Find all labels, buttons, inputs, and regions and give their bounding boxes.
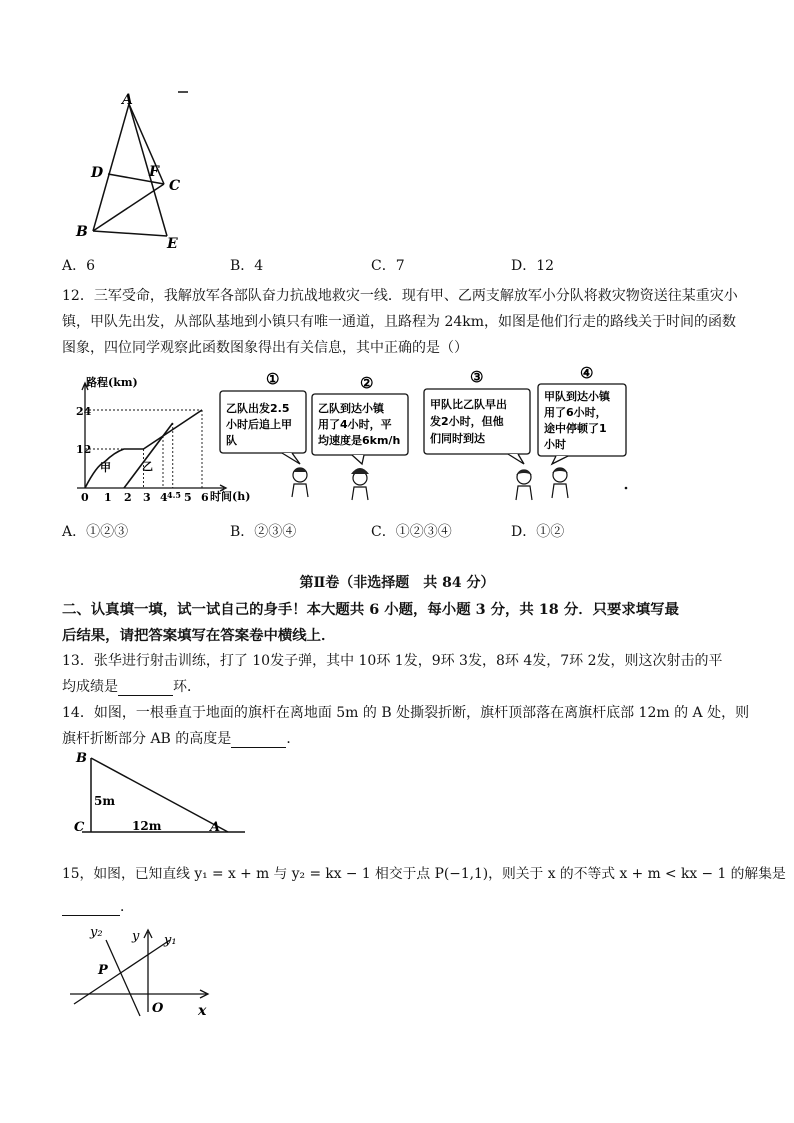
q12-x-tick-2: 2 (124, 491, 132, 504)
q11-segment-be (93, 231, 167, 236)
q12-series-yi-line (124, 423, 173, 488)
q12-bubble-4-line-2: 用了6小时， (544, 406, 607, 419)
q11-segment-ae (129, 104, 167, 236)
q11-figure (60, 84, 210, 254)
q12-bubbles (212, 364, 644, 512)
q12-bubble-3-line-1: 甲队比乙队早出 (430, 398, 507, 411)
q12-bubble-2-number: ② (360, 374, 374, 392)
q12-bubble-2 (312, 374, 408, 500)
q12-x-tick-4-5: 4.5 (167, 490, 181, 500)
section-2-instruction-line-1: 二、认真填一填，试一试自己的身手！本大题共 6 小题，每小题 3 分，共 18 分．只要求填写最 (62, 601, 679, 618)
q11-option-d: D．12 (511, 258, 555, 274)
q14-label-height: 5m (94, 794, 116, 808)
q14-label-c: C (74, 820, 85, 835)
q15-figure (60, 916, 220, 1020)
q12-stem-line-3: 图象，四位同学观察此函数图象得出有关信息，其中正确的是（） (62, 340, 468, 356)
q12-distance-time-chart (60, 372, 251, 510)
q14-line-2 (62, 728, 300, 748)
q11-option-a: A．6 (62, 258, 96, 274)
section-2-title: 第Ⅱ卷（非选择题 共 84 分） (299, 575, 495, 591)
student-3-icon (516, 470, 532, 501)
q14-text-before-blank: 旗杆折断部分 AB 的高度是 (62, 731, 232, 747)
q12-option-b: B．②③④ (230, 524, 297, 540)
q12-bubble-3-line-2: 发2小时，但他 (430, 415, 504, 428)
q14-label-b: B (76, 751, 87, 766)
q12-x-axis-title: 时间(h) (210, 490, 251, 503)
student-1-icon (292, 468, 308, 497)
q12-bubble-2-line-2: 用了4小时，平 (318, 418, 392, 431)
q12-y-tick-24: 24 (76, 405, 92, 418)
q12-series-label-yi: 乙 (142, 460, 153, 473)
q15-text-after-blank: ． (120, 899, 134, 915)
q12-y-tick-12: 12 (76, 443, 92, 456)
q12-bubble-4-line-4: 小时 (544, 438, 566, 451)
q14-text-after-blank: ． (286, 731, 301, 747)
q12-option-d: D．①② (511, 524, 565, 540)
q12-bubble-1-number: ① (266, 370, 280, 388)
q12-bubble-4-line-1: 甲队到达小镇 (544, 390, 610, 403)
q12-bubble-4 (538, 364, 626, 498)
q11-label-b: B (76, 224, 88, 240)
q11-option-b: B．4 (230, 258, 264, 274)
q12-bubble-3 (424, 368, 532, 500)
q12-x-tick-1: 1 (104, 491, 112, 504)
q12-x-tick-6: 6 (201, 491, 209, 504)
q12-stem-line-2: 镇，甲队先出发，从部队基地到小镇只有唯一通道，且路程为 24km，如图是他们行走的路线关于时间的函数 (62, 314, 737, 330)
q15-label-y: y (132, 929, 140, 944)
q12-bubble-3-line-3: 们同时到达 (430, 432, 485, 445)
q11-label-a: A (122, 92, 133, 108)
section-2-instruction-line-2: 后结果，请把答案填写在答案卷中横线上． (62, 627, 336, 644)
q15-label-x: x (198, 1003, 207, 1019)
q12-x-tick-3: 3 (143, 491, 151, 504)
q13-line-2 (62, 676, 201, 696)
q15-label-p: P (98, 963, 108, 978)
q15-label-y2: y₂ (90, 925, 103, 940)
q12-stem-line-1: 12．三军受命，我解放军各部队奋力抗战地救灾一线．现有甲、乙两支解放军小分队将救灾物资送往某重灾小 (62, 288, 738, 304)
q12-series-label-jia: 甲 (100, 461, 111, 474)
q12-x-tick-0: 0 (81, 491, 89, 504)
q14-label-a: A (210, 820, 221, 835)
q15-line-1: 15，如图，已知直线 y₁ = x + m 与 y₂ = kx − 1 相交于点 P(−1,1)，则关于 x 的不等式 x + m < kx − 1 的解集是 (62, 866, 786, 882)
q12-x-tick-4: 4 (160, 491, 168, 504)
q13-line-1: 13．张华进行射击训练，打了 10发子弹，其中 10环 1发，9环 3发，8环 4发，7环 2发，则这次射击的平 (62, 653, 723, 669)
q11-label-e: E (167, 236, 178, 252)
q15-label-y1: y₁ (164, 933, 177, 948)
q12-bubble-1-line-1: 乙队出发2.5 (226, 402, 290, 415)
student-4-icon (552, 468, 568, 498)
q14-line-1: 14．如图，一根垂直于地面的旗杆在离地面 5m 的 B 处撕裂折断，旗杆顶部落在离旗杆底部 12m 的 A 处，则 (62, 705, 750, 721)
q12-option-c: C．①②③④ (371, 524, 452, 540)
q13-text-before-blank: 均成绩是 (62, 679, 118, 695)
q12-x-tick-5: 5 (184, 491, 192, 504)
q12-bubble-1-line-3: 队 (226, 434, 237, 447)
q13-answer-blank[interactable] (118, 681, 173, 696)
q15-label-o: O (152, 1001, 164, 1016)
q14-figure (60, 748, 250, 840)
q14-label-base: 12m (132, 819, 162, 833)
q11-label-d: D (91, 165, 104, 181)
q12-bubble-1-line-2: 小时后追上甲 (226, 418, 292, 431)
q15-line-y2 (106, 940, 140, 1016)
q12-bubble-1 (220, 370, 308, 497)
student-2-icon (351, 468, 369, 500)
q11-option-c: C．7 (371, 258, 405, 274)
q15-line-2 (62, 896, 134, 916)
q12-bubble-3-number: ③ (470, 368, 484, 386)
q12-option-a: A．①②③ (62, 524, 129, 540)
q12-bubble-4-line-3: 途中停顿了1 (544, 422, 607, 435)
q12-bubble-2-line-1: 乙队到达小镇 (318, 402, 384, 415)
q14-answer-blank[interactable] (231, 733, 286, 748)
q13-text-after-blank: 环． (173, 679, 201, 695)
q12-bubble-4-number: ④ (580, 364, 594, 382)
q11-label-f: F (149, 164, 159, 180)
q12-bubble-2-line-3: 均速度是6km/h (318, 434, 401, 447)
q11-label-c: C (169, 178, 181, 194)
q15-answer-blank[interactable] (62, 901, 120, 916)
q12-y-axis-title: 路程(km) (86, 376, 138, 389)
